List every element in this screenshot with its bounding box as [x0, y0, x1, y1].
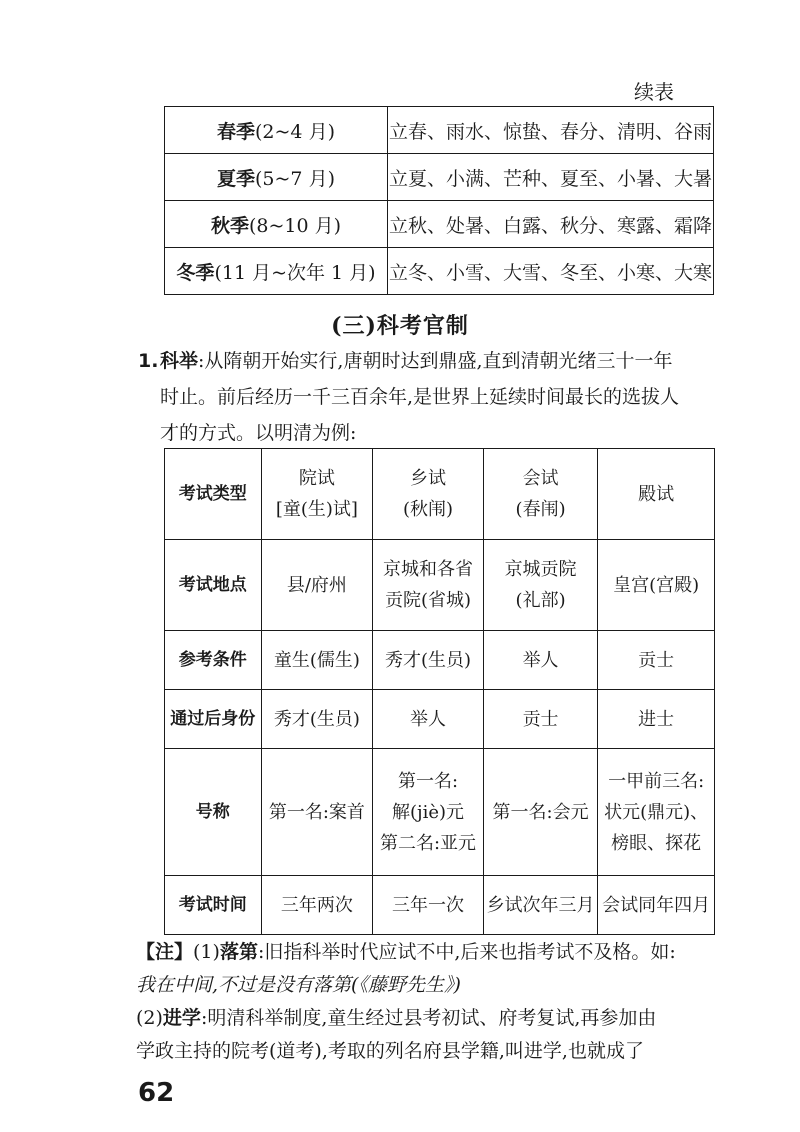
note-tag: 【注】 — [136, 941, 194, 963]
table-cell: 贡士 — [598, 631, 715, 690]
table-cell: 县/府州 — [261, 540, 373, 631]
table-cell: 秀才(生员) — [261, 690, 373, 749]
term-jinxue: 进学 — [162, 1007, 201, 1029]
season-terms: 立春、雨水、惊蛰、春分、清明、谷雨 — [388, 107, 714, 154]
table-cell: 京城和各省 贡院(省城) — [373, 540, 484, 631]
note-line: 学政主持的院考(道考),考取的列名府县学籍,叫进学,也就成了 — [136, 1040, 644, 1062]
table-cell: 京城贡院 (礼部) — [483, 540, 598, 631]
note-line: 【注】(1)落第:旧指科举时代应试不中,后来也指考试不及格。如: — [136, 941, 676, 963]
row-label: 考试类型 — [165, 449, 262, 540]
season-name: 春季(2~4 月) — [165, 107, 388, 154]
season-terms: 立夏、小满、芒种、夏至、小暑、大暑 — [388, 154, 714, 201]
table-cell: 秀才(生员) — [373, 631, 484, 690]
table-row — [165, 749, 715, 876]
table-row — [165, 449, 715, 540]
table-cell: 第一名: 解(jiè)元 第二名:亚元 — [373, 749, 484, 876]
table-cell: 第一名:案首 — [261, 749, 373, 876]
table-row — [165, 248, 714, 295]
table-row — [165, 631, 715, 690]
season-terms: 立冬、小雪、大雪、冬至、小寒、大寒 — [388, 248, 714, 295]
term-luodi: 落第 — [219, 941, 258, 963]
season-name: 夏季(5~7 月) — [165, 154, 388, 201]
table-cell: 三年两次 — [261, 876, 373, 935]
note-line: (2)进学:明清科举制度,童生经过县考初试、府考复试,再参加由 — [136, 1007, 657, 1029]
header-cell: 乡试 (秋闱) — [373, 449, 484, 540]
table-row — [165, 154, 714, 201]
para-line: 时止。前后经历一千三百余年,是世界上延续时间最长的选拔人 — [160, 386, 680, 408]
page-number: 62 — [138, 1078, 175, 1108]
table-cell: 进士 — [598, 690, 715, 749]
table-row — [165, 201, 714, 248]
header-cell: 会试 (春闱) — [483, 449, 598, 540]
row-label: 考试地点 — [165, 540, 262, 631]
item-number: 1. — [138, 350, 159, 372]
para-line: 1.科举:从隋朝开始实行,唐朝时达到鼎盛,直到清朝光绪三十一年 — [138, 343, 718, 379]
table-cell: 贡士 — [483, 690, 598, 749]
table-cell: 皇宫(宫殿) — [598, 540, 715, 631]
row-label: 号称 — [165, 749, 262, 876]
exam-table — [164, 448, 715, 935]
season-terms: 立秋、处暑、白露、秋分、寒露、霜降 — [388, 201, 714, 248]
term-keju: 科举 — [160, 350, 199, 372]
season-name: 冬季(11 月~次年 1 月) — [165, 248, 388, 295]
table-row — [165, 876, 715, 935]
para-line: 才的方式。以明清为例: — [160, 422, 357, 444]
table-cell: 举人 — [373, 690, 484, 749]
table-cell: 第一名:会元 — [483, 749, 598, 876]
season-table — [164, 106, 714, 295]
table-cell: 一甲前三名: 状元(鼎元)、 榜眼、探花 — [598, 749, 715, 876]
header-cell: 院试 [童(生)试] — [261, 449, 373, 540]
season-name: 秋季(8~10 月) — [165, 201, 388, 248]
table-row — [165, 540, 715, 631]
keju-paragraph — [138, 343, 718, 451]
section-title: (三)科考官制 — [331, 313, 469, 339]
table-cell: 举人 — [483, 631, 598, 690]
row-label: 参考条件 — [165, 631, 262, 690]
note-example: 我在中间,不过是没有落第(《藤野先生》) — [136, 974, 461, 996]
row-label: 考试时间 — [165, 876, 262, 935]
continued-label: 续表 — [634, 80, 674, 104]
table-cell: 童生(儒生) — [261, 631, 373, 690]
row-label: 通过后身份 — [165, 690, 262, 749]
table-cell: 三年一次 — [373, 876, 484, 935]
notes-block — [136, 936, 726, 1068]
table-row — [165, 107, 714, 154]
table-cell: 会试同年四月 — [598, 876, 715, 935]
table-row — [165, 690, 715, 749]
table-cell: 乡试次年三月 — [483, 876, 598, 935]
header-cell: 殿试 — [598, 449, 715, 540]
